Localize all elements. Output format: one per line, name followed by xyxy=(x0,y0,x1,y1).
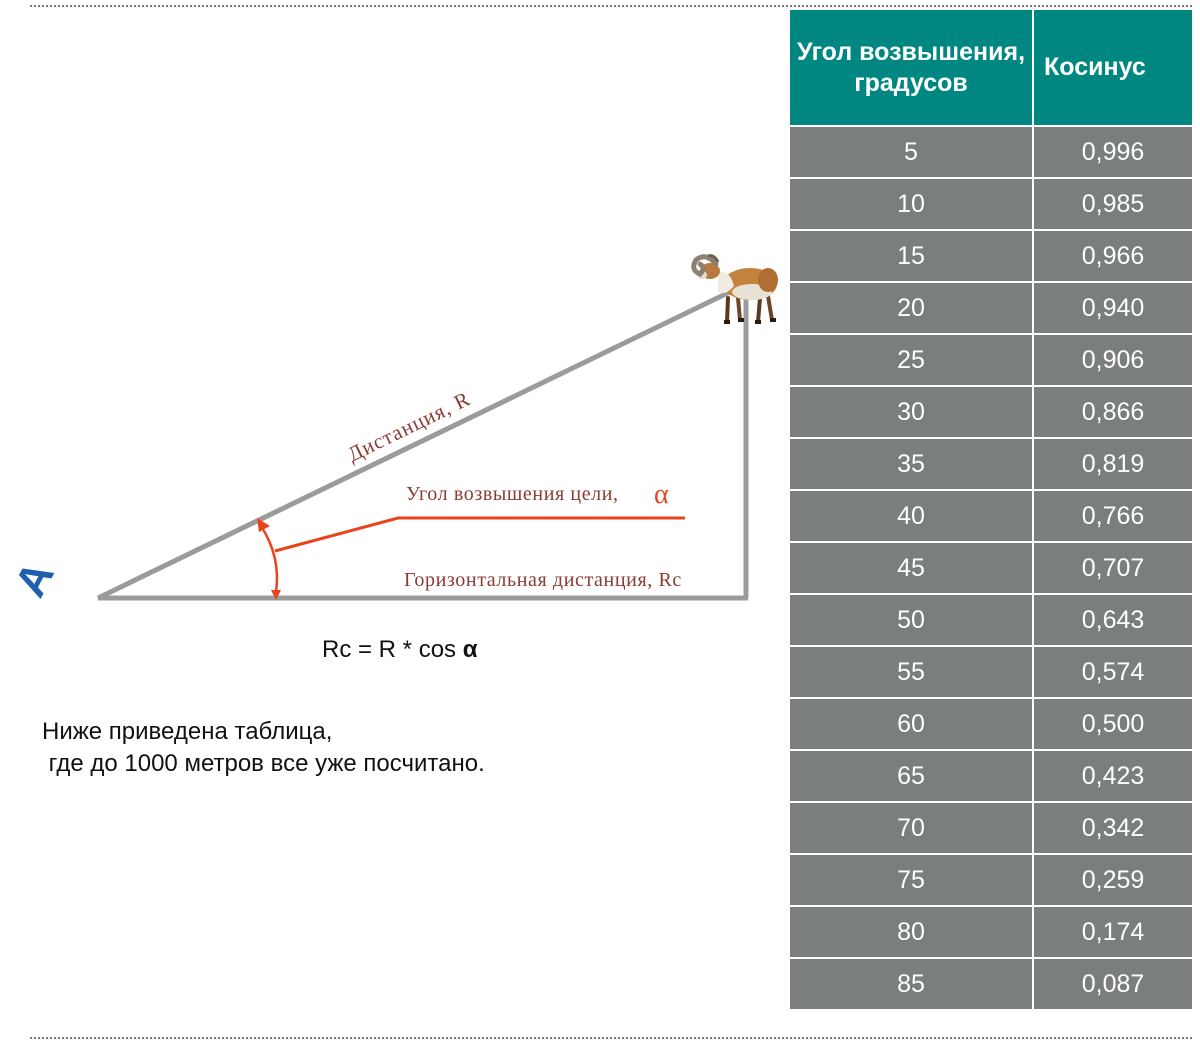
angle-cell: 20 xyxy=(789,282,1033,334)
angle-cell: 65 xyxy=(789,750,1033,802)
table-row xyxy=(789,802,1193,854)
cosine-cell: 0,342 xyxy=(1033,802,1193,854)
cosine-cell: 0,766 xyxy=(1033,490,1193,542)
header-cosine: Косинус xyxy=(1033,9,1193,126)
table-row xyxy=(789,334,1193,386)
cosine-cell: 0,819 xyxy=(1033,438,1193,490)
angle-cell: 10 xyxy=(789,178,1033,230)
angle-cell: 15 xyxy=(789,230,1033,282)
header-angle: Угол возвышения, градусов xyxy=(789,9,1033,126)
table-row xyxy=(789,646,1193,698)
table-row xyxy=(789,126,1193,178)
distance-label: Дистанция, R xyxy=(343,386,475,467)
formula-alpha-symbol: α xyxy=(462,636,478,663)
cosine-cell: 0,259 xyxy=(1033,854,1193,906)
table-body xyxy=(789,126,1193,1010)
table-row xyxy=(789,386,1193,438)
table-note xyxy=(42,716,485,780)
table-row xyxy=(789,906,1193,958)
cosine-cell: 0,940 xyxy=(1033,282,1193,334)
table-row xyxy=(789,594,1193,646)
angle-cell: 25 xyxy=(789,334,1033,386)
cosine-cell: 0,866 xyxy=(1033,386,1193,438)
cosine-cell: 0,087 xyxy=(1033,958,1193,1010)
cosine-cell: 0,906 xyxy=(1033,334,1193,386)
angle-label: Угол возвышения цели, xyxy=(406,483,619,505)
cosine-cell: 0,500 xyxy=(1033,698,1193,750)
angle-arc xyxy=(257,518,281,600)
cosine-cell: 0,574 xyxy=(1033,646,1193,698)
table-row xyxy=(789,854,1193,906)
angle-cell: 50 xyxy=(789,594,1033,646)
note-line-1: Ниже приведена таблица, xyxy=(42,718,333,745)
angle-cell: 80 xyxy=(789,906,1033,958)
cosine-cell: 0,174 xyxy=(1033,906,1193,958)
hypotenuse-line xyxy=(98,288,738,598)
formula-text: Rc = R * cos xyxy=(322,636,463,663)
note-line-2: где до 1000 метров все уже посчитано. xyxy=(42,750,485,777)
cosine-table xyxy=(788,8,1194,1011)
angle-cell: 60 xyxy=(789,698,1033,750)
table-row xyxy=(789,698,1193,750)
cosine-cell: 0,985 xyxy=(1033,178,1193,230)
table-row xyxy=(789,282,1193,334)
observer-eye-icon: A xyxy=(5,553,64,605)
table-row xyxy=(789,958,1193,1010)
table-row xyxy=(789,438,1193,490)
table-row xyxy=(789,542,1193,594)
ram-icon xyxy=(694,256,778,324)
cosine-cell: 0,966 xyxy=(1033,230,1193,282)
angle-cell: 55 xyxy=(789,646,1033,698)
table-row xyxy=(789,230,1193,282)
angle-cell: 70 xyxy=(789,802,1033,854)
table-row xyxy=(789,490,1193,542)
angle-cell: 40 xyxy=(789,490,1033,542)
cosine-cell: 0,423 xyxy=(1033,750,1193,802)
angle-cell: 35 xyxy=(789,438,1033,490)
cosine-cell: 0,996 xyxy=(1033,126,1193,178)
cosine-cell: 0,707 xyxy=(1033,542,1193,594)
angle-cell: 85 xyxy=(789,958,1033,1010)
bottom-dotted-separator xyxy=(30,1037,1192,1039)
horizontal-distance-label: Горизонтальная дистанция, Rc xyxy=(404,569,682,591)
formula xyxy=(322,636,477,664)
angle-cell: 45 xyxy=(789,542,1033,594)
table-row xyxy=(789,750,1193,802)
triangle-diagram xyxy=(0,0,790,700)
angle-cell: 5 xyxy=(789,126,1033,178)
table-header-row xyxy=(789,9,1193,126)
angle-symbol: α xyxy=(654,479,669,510)
angle-cell: 75 xyxy=(789,854,1033,906)
table-row xyxy=(789,178,1193,230)
angle-leader-line xyxy=(275,518,685,551)
angle-cell: 30 xyxy=(789,386,1033,438)
cosine-cell: 0,643 xyxy=(1033,594,1193,646)
